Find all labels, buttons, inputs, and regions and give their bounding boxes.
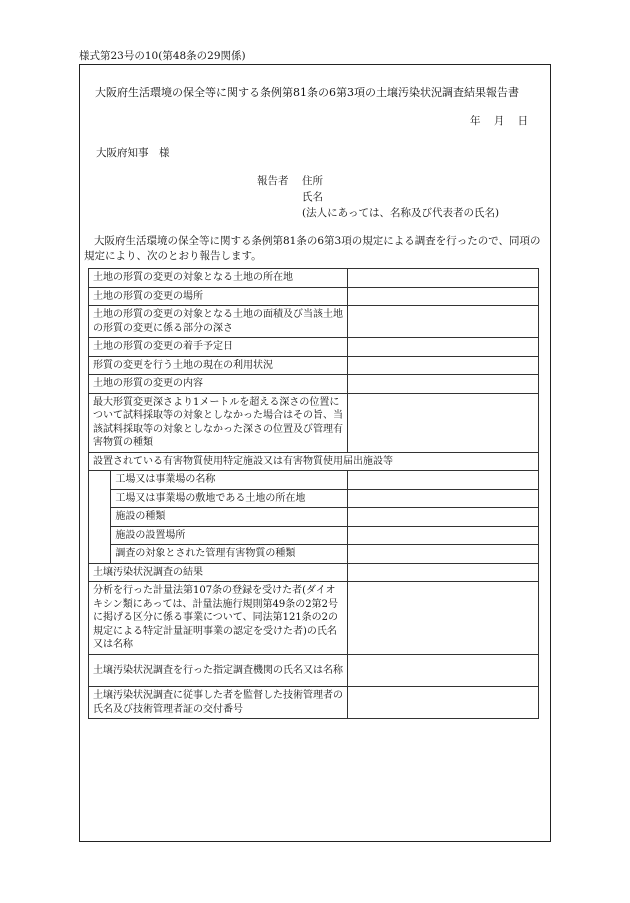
report-statement: 大阪府生活環境の保全等に関する条例第81条の6第3項の規定による調査を行ったので、同項の規定により、次のとおり報告します。 <box>84 235 541 262</box>
table-row <box>89 269 539 288</box>
row-label-excluded-depth: 最大形質変更深さより1メートルを超える深さの位置について試料採取等の対象としなかった場合はその旨、当該試料採取等の対象としなかった深さの位置及び管理有害物質の種類 <box>89 393 348 452</box>
table-row <box>89 375 539 394</box>
table-row <box>89 508 539 527</box>
row-label-start-date: 土地の形質の変更の着手予定日 <box>89 338 348 357</box>
section-header-facilities: 設置されている有害物質使用特定施設又は有害物質使用届出施設等 <box>89 452 539 471</box>
row-label-substance-type: 調査の対象とされた管理有害物質の種類 <box>111 545 348 564</box>
indent-cell <box>89 508 111 527</box>
row-value-analyst[interactable] <box>348 582 539 655</box>
row-label-survey-agency: 土壌汚染状況調査を行った指定調査機関の氏名又は名称 <box>89 655 348 687</box>
reporter-address-label: 住所 <box>302 175 323 187</box>
table-row <box>89 655 539 687</box>
row-value-factory-name[interactable] <box>348 471 539 490</box>
table-row <box>89 338 539 357</box>
row-label-area-depth: 土地の形質の変更の対象となる土地の面積及び当該土地の形質の変更に係る部分の深さ <box>89 306 348 338</box>
row-value-tech-manager[interactable] <box>348 687 539 719</box>
row-label-survey-result: 土壌汚染状況調査の結果 <box>89 563 348 582</box>
row-label-factory-name: 工場又は事業場の名称 <box>111 471 348 490</box>
indent-cell <box>89 526 111 545</box>
table-row <box>89 687 539 719</box>
row-value-current-use[interactable] <box>348 356 539 375</box>
reporter-name-label: 氏名 <box>302 191 323 203</box>
row-label-current-use: 形質の変更を行う土地の現在の利用状況 <box>89 356 348 375</box>
row-value-survey-agency[interactable] <box>348 655 539 687</box>
row-value-survey-result[interactable] <box>348 563 539 582</box>
form-number: 様式第23号の10(第48条の29関係) <box>79 50 246 62</box>
row-value-excluded-depth[interactable] <box>348 393 539 452</box>
reporter-label: 報告者 <box>257 175 289 187</box>
row-value-site[interactable] <box>348 287 539 306</box>
table-row <box>89 563 539 582</box>
table-row <box>89 545 539 564</box>
row-label-facility-place: 施設の設置場所 <box>111 526 348 545</box>
row-value-change-content[interactable] <box>348 375 539 394</box>
reporter-note: (法人にあっては、名称及び代表者の氏名) <box>302 207 500 219</box>
row-value-factory-location[interactable] <box>348 489 539 508</box>
row-value-location[interactable] <box>348 269 539 288</box>
row-label-tech-manager: 土壌汚染状況調査に従事した者を監督した技術管理者の氏名及び技術管理者証の交付番号 <box>89 687 348 719</box>
row-label-factory-location: 工場又は事業場の敷地である土地の所在地 <box>111 489 348 508</box>
row-value-facility-type[interactable] <box>348 508 539 527</box>
table-row <box>89 393 539 452</box>
indent-cell <box>89 471 111 490</box>
row-label-location: 土地の形質の変更の対象となる土地の所在地 <box>89 269 348 288</box>
row-label-facility-type: 施設の種類 <box>111 508 348 527</box>
table-row <box>89 471 539 490</box>
row-value-substance-type[interactable] <box>348 545 539 564</box>
table-row <box>89 526 539 545</box>
row-label-analyst: 分析を行った計量法第107条の登録を受けた者(ダイオキシン類にあっては、計量法施行規則第49条の2第2号に掲げる区分に係る事業について、同法第121条の2の規定による特定計量証明事業の認定を受けた者)の氏名又は名称 <box>89 582 348 655</box>
addressee: 大阪府知事 様 <box>96 147 170 159</box>
table-row <box>89 306 539 338</box>
table-row <box>89 356 539 375</box>
row-label-change-content: 土地の形質の変更の内容 <box>89 375 348 394</box>
report-table <box>88 268 539 719</box>
row-value-area-depth[interactable] <box>348 306 539 338</box>
row-value-start-date[interactable] <box>348 338 539 357</box>
indent-cell <box>89 545 111 564</box>
table-row <box>89 287 539 306</box>
table-row <box>89 489 539 508</box>
row-value-facility-place[interactable] <box>348 526 539 545</box>
indent-cell <box>89 489 111 508</box>
table-row <box>89 452 539 471</box>
table-row <box>89 582 539 655</box>
date-line: 年 月 日 <box>470 115 529 127</box>
row-label-site: 土地の形質の変更の場所 <box>89 287 348 306</box>
report-title: 大阪府生活環境の保全等に関する条例第81条の6第3項の土壌汚染状況調査結果報告書 <box>95 86 519 99</box>
